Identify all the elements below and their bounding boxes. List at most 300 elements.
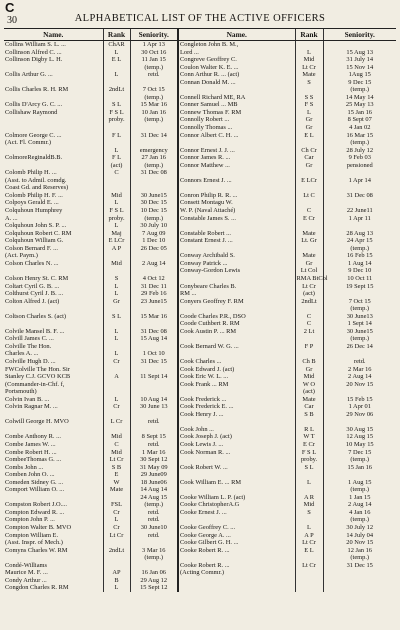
table-row (4, 486, 396, 494)
officer-rank (295, 418, 323, 426)
officer-rank: S L (103, 101, 130, 109)
officer-seniority: retd. (323, 358, 396, 366)
officer-seniority: 10 May 15 (323, 441, 396, 449)
table-row (4, 199, 396, 207)
officer-name: Constable Robert ... (178, 230, 295, 238)
table-row (4, 49, 396, 57)
officer-name: Conron Philip R. R. ... (178, 192, 295, 200)
table-row (4, 562, 396, 570)
officer-seniority (130, 320, 178, 328)
officer-seniority (130, 184, 178, 192)
officer-name: Compton John P. ... (5, 516, 55, 524)
officer-seniority: 28 July 12 (323, 147, 396, 155)
officer-seniority: 10 Dec 15 (130, 207, 178, 215)
officer-seniority (323, 199, 396, 207)
officer-rank: L Cr (103, 418, 130, 426)
officer-name: Cooke George A. ... (178, 532, 295, 540)
officer-rank: L (103, 516, 130, 524)
officer-name: Colquhoun John S. P. ... (5, 222, 67, 230)
officer-name: Comeden Sidney G. ... (5, 478, 64, 486)
officer-name: Coode Charles P.R., DSO (178, 313, 295, 321)
officer-seniority: 3 Mar 16 (130, 547, 178, 555)
officer-seniority: 29 June09 (130, 471, 178, 479)
officer-seniority: 16 Jan 06 (130, 569, 178, 577)
officer-rank: 2ndLt (103, 86, 130, 94)
officer-seniority: 27 Jan 16 (130, 154, 178, 162)
officer-name (4, 426, 103, 434)
table-row (4, 252, 396, 260)
officer-seniority (130, 79, 178, 87)
officer-name (178, 275, 295, 283)
officer-rank: E LCr (103, 237, 130, 245)
officer-name: Cooke Robert R. ... (178, 547, 295, 555)
officer-seniority: 4 Oct 12 (130, 275, 178, 283)
officer-rank: Lt Col (295, 267, 323, 275)
table-row (4, 403, 396, 411)
table-row (4, 86, 396, 94)
officer-name (4, 116, 103, 124)
name-header: Name. (4, 29, 103, 41)
officer-seniority: 9 Feb 03 (323, 154, 396, 162)
officer-name (4, 320, 103, 328)
officer-rank: C (295, 320, 323, 328)
officer-seniority: 4 Jan 02 (323, 124, 396, 132)
officer-name: Coltson Charles S. (act) (5, 312, 67, 320)
table-row (4, 313, 396, 321)
officer-rank: Mate (295, 71, 323, 79)
officer-rank: AP (103, 569, 130, 577)
officer-rank (295, 486, 323, 494)
officer-seniority: 9 Dec 10 (323, 267, 396, 275)
officer-seniority: 7 Aug 09 (130, 230, 178, 238)
officer-seniority (323, 577, 396, 585)
officer-name: Conway Archibald S. (178, 252, 295, 260)
officer-rank: S (295, 79, 323, 87)
officer-rank: Gr (295, 116, 323, 124)
table-row (4, 569, 396, 577)
officer-seniority: 15 Mar 16 (130, 313, 178, 321)
officer-name: Maurice M. F. ... (5, 569, 48, 577)
officers-table (4, 28, 396, 592)
table-row (4, 471, 396, 479)
officer-rank: W O (295, 381, 323, 389)
officer-rank: F P (295, 343, 323, 351)
officer-seniority: (temp.) (130, 162, 178, 170)
officer-seniority: (temp.) (130, 501, 178, 509)
officer-rank: Mate (295, 252, 323, 260)
officer-rank: proby. (103, 116, 130, 124)
officer-name (4, 94, 103, 102)
officer-rank: 2ndLt (103, 547, 130, 555)
officer-rank (103, 381, 130, 389)
officer-name: Coode Cuthbert R. RM (178, 320, 295, 328)
officer-name: Compston Robert J.O.... (5, 501, 67, 509)
officer-seniority (130, 252, 178, 260)
officer-name (178, 577, 295, 585)
officer-name: Consett Montagu W. (178, 199, 295, 207)
officer-name: Connolly Thomas ... (178, 124, 295, 132)
table-row (4, 433, 396, 441)
officer-rank: Cr (103, 403, 130, 411)
officer-rank: S L (295, 464, 323, 472)
officer-rank: A R (295, 494, 323, 502)
officer-rank: L (103, 290, 130, 298)
officer-rank: E L (295, 132, 323, 140)
officer-seniority: 1 Apr 14 (323, 177, 396, 185)
table-row (4, 509, 396, 517)
officer-seniority: 7 Oct 15 (130, 86, 178, 94)
officer-name: A. ... (5, 214, 18, 222)
table-row (4, 101, 396, 109)
officer-seniority: 1 Jan 15 (323, 494, 396, 502)
officer-name: ColmoreReginaldB.B. (5, 154, 63, 162)
officer-rank: Mid (103, 260, 130, 268)
officer-rank: (act) (295, 290, 323, 298)
officer-seniority: 31 Dec 08 (130, 328, 178, 336)
officer-seniority: 15 Feb 15 (323, 396, 396, 404)
table-row (4, 169, 396, 177)
officer-seniority: 31 Dec 08 (323, 192, 396, 200)
officer-rank (103, 139, 130, 147)
table-row (4, 516, 396, 524)
officer-name (178, 305, 295, 313)
officer-name (178, 139, 295, 147)
officer-name (4, 267, 103, 275)
table-row (4, 147, 396, 155)
officer-rank (295, 577, 323, 585)
table-row (4, 584, 396, 592)
table-row (4, 64, 396, 72)
officer-name: Colvill James C. ... (5, 335, 54, 343)
officer-rank: W (103, 479, 130, 487)
officer-name: Cook Charles ... (178, 358, 295, 366)
officer-rank: Gr (103, 298, 130, 306)
officer-name: Compton Walter B. MVO (5, 524, 72, 531)
officer-seniority: 28 Aug 13 (323, 230, 396, 238)
officer-seniority: 29 Aug 12 (130, 577, 178, 585)
officer-rank (103, 554, 130, 562)
officer-seniority: 12 Aug 15 (323, 433, 396, 441)
officer-seniority: 23 June15 (130, 298, 178, 306)
officer-name: Comport William O. ... (5, 486, 65, 494)
table-row (4, 132, 396, 140)
officer-seniority: 25 May 13 (323, 101, 396, 109)
officer-name: (Commander-in-Chf. f, (5, 380, 65, 388)
officer-rank: L (103, 283, 130, 291)
officer-seniority: 15 Aug 14 (130, 335, 178, 343)
officer-seniority (130, 177, 178, 185)
officer-name: Coulon Walter K. E. ... (178, 64, 295, 72)
table-row (4, 245, 396, 253)
officer-name (4, 554, 103, 562)
officer-rank: Cr (103, 358, 130, 366)
officer-name: Colquhoun William G. (5, 237, 64, 245)
officer-rank: 2ndLt (295, 298, 323, 306)
officer-name: Collinson Alfred C. ... (5, 48, 62, 56)
table-row (4, 373, 396, 381)
table-row (4, 283, 396, 291)
officer-rank: Lt Cr (103, 456, 130, 464)
officer-name: Colson Bernard F. ... (5, 244, 58, 252)
table-row (4, 94, 396, 102)
officer-name: Cook Austin P. ... RM (178, 328, 295, 336)
table-row (4, 192, 396, 200)
officer-rank: L (103, 396, 130, 404)
officer-seniority: 30 July 10 (130, 222, 178, 230)
officer-rank: L (103, 222, 130, 230)
officer-seniority: 15 Nov 14 (323, 64, 396, 72)
officer-name (178, 169, 295, 177)
officer-seniority: 26 Dec 05 (130, 245, 178, 253)
officer-name: Colpoys Gerald E. ... (5, 199, 59, 207)
officer-name: FWColville The Hon. Sir (5, 365, 70, 373)
officer-seniority: 4 Jan 16 (323, 509, 396, 517)
officer-seniority (130, 388, 178, 396)
officer-rank: A P (295, 532, 323, 540)
officer-name: Combe James W. ... (5, 440, 56, 448)
officer-rank: Maj (103, 230, 130, 238)
officer-name: Coast Gd. and Reserves) (5, 184, 69, 192)
officer-seniority: 1 Mar 16 (130, 449, 178, 457)
table-row (4, 577, 396, 585)
table-row (4, 418, 396, 426)
officer-rank: ChAR (103, 41, 130, 49)
officer-seniority: 31 Dec 15 (323, 562, 396, 570)
officer-rank: Mid (103, 449, 130, 457)
officer-name (4, 494, 103, 502)
officer-name: Cook Lewis J. ... (178, 441, 295, 449)
officer-rank: L (295, 109, 323, 117)
officer-name: Congreve Geoffrey C. (178, 56, 295, 64)
table-row (4, 335, 396, 343)
officer-rank: Mate (103, 486, 130, 494)
officer-rank: E L (103, 56, 130, 64)
officer-rank (103, 267, 130, 275)
officer-seniority: 22 June11 (323, 207, 396, 215)
officer-seniority: retd. (130, 71, 178, 79)
officer-rank: S B (295, 411, 323, 419)
officer-name: Charles A. ... (5, 350, 39, 358)
officer-rank: Mid (295, 373, 323, 381)
officer-seniority: 24 Aug 15 (130, 494, 178, 502)
officer-seniority: 15 Aug 13 (323, 49, 396, 57)
officer-rank: Mid (103, 192, 130, 200)
officer-rank: S (295, 509, 323, 517)
officer-name (4, 124, 103, 132)
officer-seniority: 8 Sept 15 (130, 433, 178, 441)
officer-rank: Lt C (295, 192, 323, 200)
table-row (4, 426, 396, 434)
officer-name (4, 305, 103, 313)
officer-rank (103, 388, 130, 396)
officer-seniority: 31 Dec 08 (130, 169, 178, 177)
officer-rank (103, 124, 130, 132)
officer-seniority (130, 562, 178, 570)
officer-name: Lord ... (178, 49, 295, 57)
officer-rank (103, 562, 130, 570)
officer-name: Colquhoun Robert C. RM (5, 229, 72, 237)
table-row (4, 411, 396, 419)
officer-name: Connors Ernest J. ... (178, 177, 295, 185)
officer-rank: C (295, 207, 323, 215)
officer-name: Colton Alfred J. (act) (5, 297, 60, 305)
officer-rank: S B (103, 464, 130, 472)
table-row (4, 479, 396, 487)
officer-rank (295, 41, 323, 49)
name-header: Name. (178, 29, 295, 41)
officer-name: CombeeThomas G. ... (5, 456, 62, 464)
officer-name: Cooke Gilbert G. H. ... (178, 539, 295, 547)
table-row (4, 109, 396, 117)
officer-rank: S L (103, 313, 130, 321)
officer-name: Cooke William L. P. (act) (178, 494, 295, 502)
officer-rank: C (103, 169, 130, 177)
officer-seniority: 1 Dec 10 (130, 237, 178, 245)
officer-seniority: 18 June06 (130, 479, 178, 487)
officer-rank (295, 554, 323, 562)
officer-name: Combs John ... (5, 463, 44, 471)
officer-rank: F S L (103, 109, 130, 117)
table-row (4, 139, 396, 147)
officer-seniority: (temp.) (323, 305, 396, 313)
officer-name: Compton William E. (5, 531, 59, 539)
officer-seniority (323, 569, 396, 577)
officer-rank (295, 199, 323, 207)
officer-seniority: 30 June15 (323, 328, 396, 336)
officer-seniority: 30 July 12 (323, 524, 396, 532)
officer-seniority: 9 Dec 15 (323, 79, 396, 87)
officer-rank: L (103, 335, 130, 343)
officer-seniority: 16 Feb 15 (323, 252, 396, 260)
officer-seniority: 30 Aug 15 (323, 426, 396, 434)
officer-rank: proby. (103, 215, 130, 223)
officer-seniority (130, 139, 178, 147)
officer-rank: RMA BtCol (296, 274, 328, 282)
officer-rank: Lt Cr (103, 532, 130, 540)
officer-name: Connell Richard ME, RA (178, 94, 295, 102)
officer-seniority: 30 June 13 (130, 403, 178, 411)
officer-rank (103, 320, 130, 328)
officer-seniority: 30 June15 (130, 192, 178, 200)
officer-rank: S (103, 275, 130, 283)
officer-seniority: 15 Mar 16 (130, 101, 178, 109)
officer-name: Cook Edward J. (act) (178, 366, 295, 374)
officer-rank: proby. (295, 456, 323, 464)
officer-rank: Gr (295, 162, 323, 170)
officer-seniority: 14 July 04 (323, 532, 396, 540)
officer-rank: Lt. Gr (295, 237, 323, 245)
officer-rank: B (103, 577, 130, 585)
officer-name: Cooke Geoffrey C. ... (178, 524, 295, 532)
officer-rank: R L (295, 426, 323, 434)
officer-name (178, 350, 295, 358)
officer-seniority: 1 Aug 14 (323, 260, 396, 268)
officer-seniority: 11 Jan 15 (130, 56, 178, 64)
officer-name: Colville Hugh D. ... (5, 357, 56, 365)
officer-seniority: 26 Dec 14 (323, 343, 396, 351)
officer-name: Cook Henry J. ... (178, 411, 295, 419)
officer-name: Collis Arthur G. ... (5, 71, 53, 79)
table-row (4, 215, 396, 223)
officer-seniority: 20 Nov 15 (323, 539, 396, 547)
officer-rank (295, 305, 323, 313)
table-row (4, 222, 396, 230)
officer-seniority: 14 Aug 14 (130, 486, 178, 494)
officer-seniority (130, 366, 178, 374)
officer-seniority: 1 Aug 15 (323, 479, 396, 487)
table-row (4, 207, 396, 215)
officer-name: Colson Charles N. ... (5, 259, 59, 267)
officer-name: (Asst. to Admil. comdg. (5, 176, 67, 184)
officer-rank: Mid (295, 56, 323, 64)
officer-name: Comyns Charles W. RM (5, 546, 68, 554)
officer-name: Collis Charles R. H. RM (5, 86, 69, 94)
table-row (4, 162, 396, 170)
officer-rank (103, 411, 130, 419)
officer-name (178, 486, 295, 494)
officer-name: Conway Patrick ... (178, 260, 295, 268)
officer-seniority: pensioned (323, 162, 396, 170)
officer-rank: W T (295, 433, 323, 441)
officer-rank: Lt Cr (295, 283, 323, 291)
officer-rank: L (103, 350, 130, 358)
officer-seniority: retd. (130, 516, 178, 524)
officer-rank (295, 245, 323, 253)
officer-name: (Acting Commr.) (178, 569, 295, 577)
officer-seniority (323, 471, 396, 479)
officer-rank (295, 184, 323, 192)
table-row (4, 456, 396, 464)
officer-rank: L (103, 71, 130, 79)
officer-rank: Lt Cr (295, 64, 323, 72)
officer-seniority: (temp.) (323, 245, 396, 253)
officer-name (178, 554, 295, 562)
officer-rank: (act) (295, 388, 323, 396)
officer-name: Portsmouth) (5, 388, 37, 396)
officer-name: Colmore George C. ... (5, 131, 62, 139)
officer-rank (295, 350, 323, 358)
table-row (4, 524, 396, 532)
officer-rank (103, 366, 130, 374)
officer-seniority: 31 July 14 (323, 56, 396, 64)
officer-seniority (130, 426, 178, 434)
officer-seniority: 14 May 14 (323, 94, 396, 102)
officer-name (178, 388, 295, 396)
officer-seniority: 1 Sept 14 (323, 320, 396, 328)
officer-seniority: (temp.) (323, 335, 396, 343)
officer-seniority: (temp.) (323, 486, 396, 494)
officer-name: Conner Samuel ... MB (178, 101, 295, 109)
table-body (4, 41, 396, 592)
officer-seniority: 15 Jan 16 (323, 464, 396, 472)
officer-rank: E Cr (295, 215, 323, 223)
officer-name: Colomb Philip H. ... (5, 169, 57, 177)
officer-rank: Mate (295, 230, 323, 238)
officer-name (4, 162, 103, 170)
officer-name: Collinson Digby L. H. (5, 56, 63, 64)
officer-name (178, 184, 295, 192)
officer-name (178, 471, 295, 479)
officer-seniority: 2 Aug 14 (323, 501, 396, 509)
officer-rank (103, 426, 130, 434)
officer-seniority (323, 350, 396, 358)
officer-name: Colson Henry St. C. RM (5, 274, 69, 282)
officer-rank: Mate (295, 396, 323, 404)
officer-name: Cooke ChristopherA.G (178, 501, 295, 509)
officer-name: Collins William S. L. ... (5, 41, 66, 48)
officer-name: Conn Arthur R. ... (act) (178, 71, 295, 79)
officer-seniority: 10 Aug 14 (130, 396, 178, 404)
